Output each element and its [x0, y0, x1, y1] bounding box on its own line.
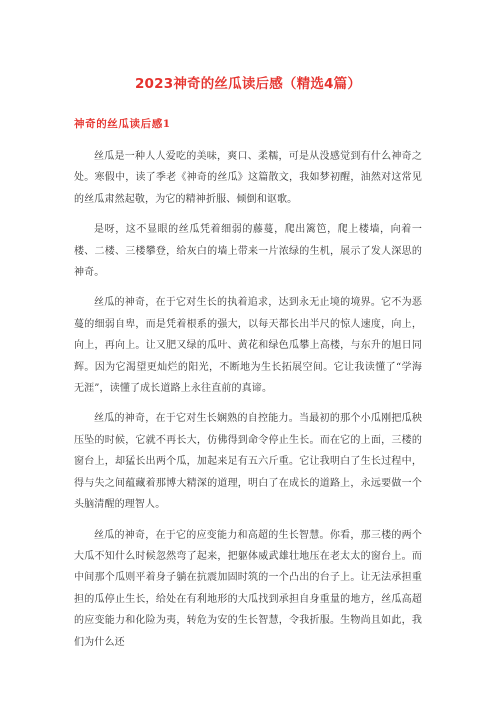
paragraph-4: 丝瓜的神奇，在于它对生长娴熟的自控能力。当最初的那个小瓜刚把瓜秧压坠的时候，它就不再长大，仿佛得到命令停止生长。而在它的上面，三楼的窗台上，却猛长出两个瓜，加起来足有五六斤重。它让我明白了生长过程中，得与失之间蕴藏着那博大精深的道理，明白了在成长的道路上，永远要做一个头脑清醒的理智人。 — [74, 413, 422, 511]
paragraph-3: 丝瓜的神奇，在于它对生长的执着追求，达到永无止境的境界。它不为恶蔓的细弱自卑，而是凭着根系的强大，以每天都长出半尺的惊人速度，向上，向上，再向上。让又肥又绿的瓜叶、黄花和绿色瓜攀上高楼，与东升的旭日同辉。因为它渴望更灿烂的阳光，不断地为生长拓展空间。它让我读懂了“学海无涯”，读懂了成长道路上永往直前的真谛。 — [74, 297, 422, 395]
section-heading: 神奇的丝瓜读后感1 — [74, 118, 171, 130]
paragraph-2: 是呀，这不显眼的丝瓜凭着细弱的藤蔓，爬出篱笆，爬上楼墙，向着一楼、二楼、三楼攀登，给灰白的墙上带来一片浓绿的生机，展示了发人深思的神奇。 — [74, 224, 422, 279]
document-title: 2023神奇的丝瓜读后感（精选4篇） — [134, 76, 362, 92]
paragraph-5: 丝瓜的神奇，在于它的应变能力和高超的生长智慧。你看，那三楼的两个大瓜不知什么时候忽然弯了起来，把躯体威武雄壮地压在老太太的窗台上。而中间那个瓜则平着身子躺在抗震加固时筑的一个凸出的台子上。让无法承担重担的瓜停止生长，给处在有利地形的大瓜找到承担自身重量的地方，丝瓜高超的应变能力和化险为夷，转危为安的生长智慧，令我折服。生物尚且如此，我们为什么还 — [74, 529, 422, 648]
paragraph-1: 丝瓜是一种人人爱吃的美味，爽口、柔糯，可是从没感觉到有什么神奇之处。寒假中，读了季老《神奇的丝瓜》这篇散文，我如梦初醒，油然对这常见的丝瓜肃然起敬，为它的精神折服、倾倒和讴歌。 — [74, 151, 422, 205]
